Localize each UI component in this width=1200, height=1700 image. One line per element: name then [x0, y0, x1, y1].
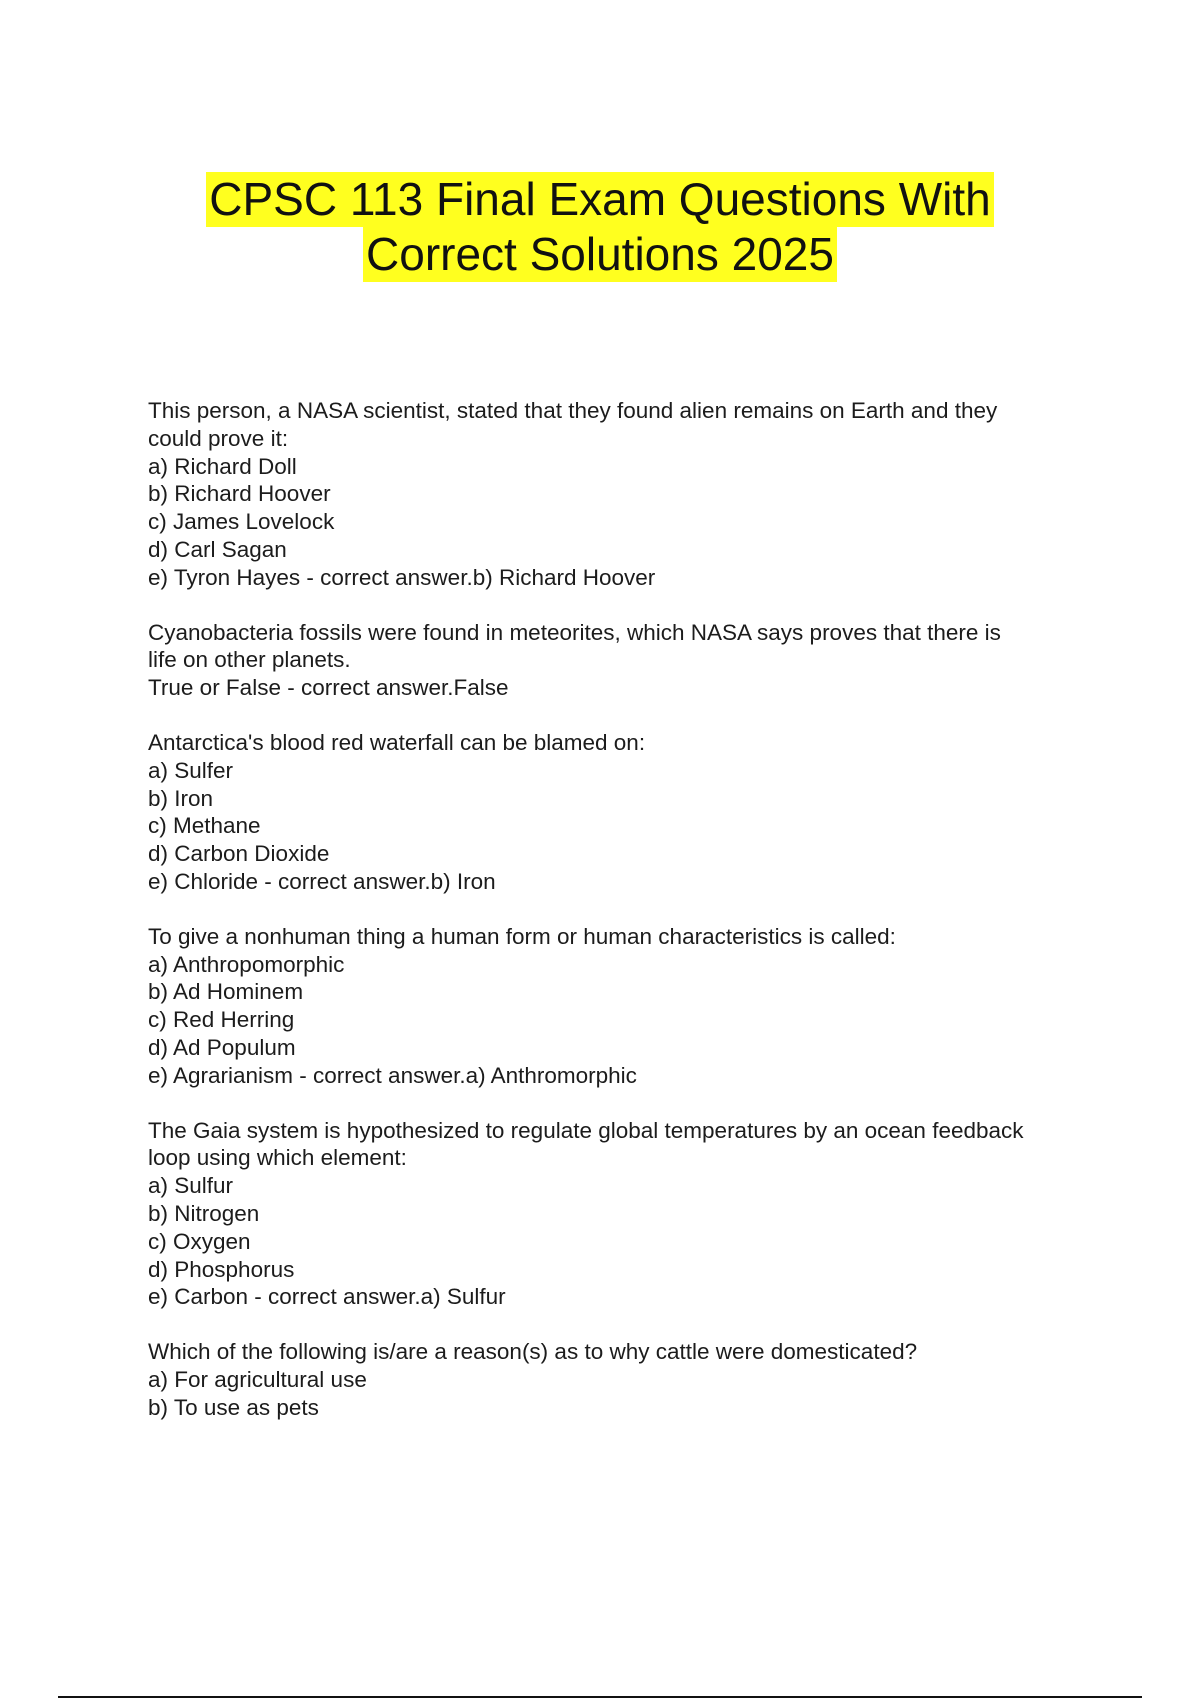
- question-stem-line: This person, a NASA scientist, stated that they found alien remains on Earth and they: [148, 398, 998, 423]
- answer-option: a) For agricultural use: [148, 1366, 367, 1392]
- document-title: [0, 172, 1200, 282]
- question-2: [148, 619, 1098, 702]
- question-1: [148, 397, 1098, 592]
- answer-option-with-solution: e) Tyron Hayes - correct answer.b) Richard Hoover: [148, 564, 656, 590]
- answer-option: c) Red Herring: [148, 1007, 295, 1033]
- answer-option: b) To use as pets: [148, 1394, 319, 1420]
- answer-option: b) Nitrogen: [148, 1200, 260, 1226]
- answer-option: c) James Lovelock: [148, 509, 335, 535]
- answer-option: a) Anthropomorphic: [148, 951, 345, 977]
- answer-option: d) Ad Populum: [148, 1034, 296, 1060]
- answer-option-with-solution: True or False - correct answer.False: [148, 675, 509, 701]
- answer-option: b) Richard Hoover: [148, 481, 331, 507]
- answer-option: a) Sulfer: [148, 757, 234, 783]
- question-stem-line: To give a nonhuman thing a human form or human characteristics is called:: [148, 923, 896, 949]
- question-6: [148, 1338, 1098, 1421]
- title-line-1: CPSC 113 Final Exam Questions With: [206, 172, 993, 227]
- answer-option: b) Iron: [148, 785, 214, 811]
- question-stem-line: The Gaia system is hypothesized to regulate global temperatures by an ocean feedback: [148, 1117, 1024, 1143]
- title-line-2: Correct Solutions 2025: [363, 227, 837, 282]
- question-5: [148, 1117, 1098, 1312]
- footer-divider: [58, 1696, 1142, 1698]
- question-list: [148, 397, 1098, 1449]
- question-stem-line: Which of the following is/are a reason(s) as to why cattle were domesticated?: [148, 1339, 918, 1365]
- question-stem-line: loop using which element:: [148, 1145, 407, 1171]
- answer-option: a) Richard Doll: [148, 453, 297, 479]
- answer-option: c) Oxygen: [148, 1228, 251, 1254]
- answer-option-with-solution: e) Carbon - correct answer.a) Sulfur: [148, 1284, 506, 1310]
- answer-option: d) Phosphorus: [148, 1256, 295, 1282]
- question-stem-line: could prove it:: [148, 425, 289, 451]
- answer-option-with-solution: e) Agrarianism - correct answer.a) Anthromorphic: [148, 1062, 637, 1088]
- answer-option: c) Methane: [148, 813, 261, 839]
- answer-option: a) Sulfur: [148, 1173, 234, 1199]
- answer-option: d) Carbon Dioxide: [148, 841, 330, 867]
- answer-option-with-solution: e) Chloride - correct answer.b) Iron: [148, 868, 496, 894]
- question-stem-line: life on other planets.: [148, 647, 351, 673]
- question-stem-line: Antarctica's blood red waterfall can be blamed on:: [148, 729, 646, 755]
- question-stem-line: Cyanobacteria fossils were found in meteorites, which NASA says proves that there is: [148, 619, 1001, 645]
- question-4: [148, 923, 1098, 1090]
- answer-option: d) Carl Sagan: [148, 536, 287, 562]
- question-3: [148, 729, 1098, 896]
- answer-option: b) Ad Hominem: [148, 979, 304, 1005]
